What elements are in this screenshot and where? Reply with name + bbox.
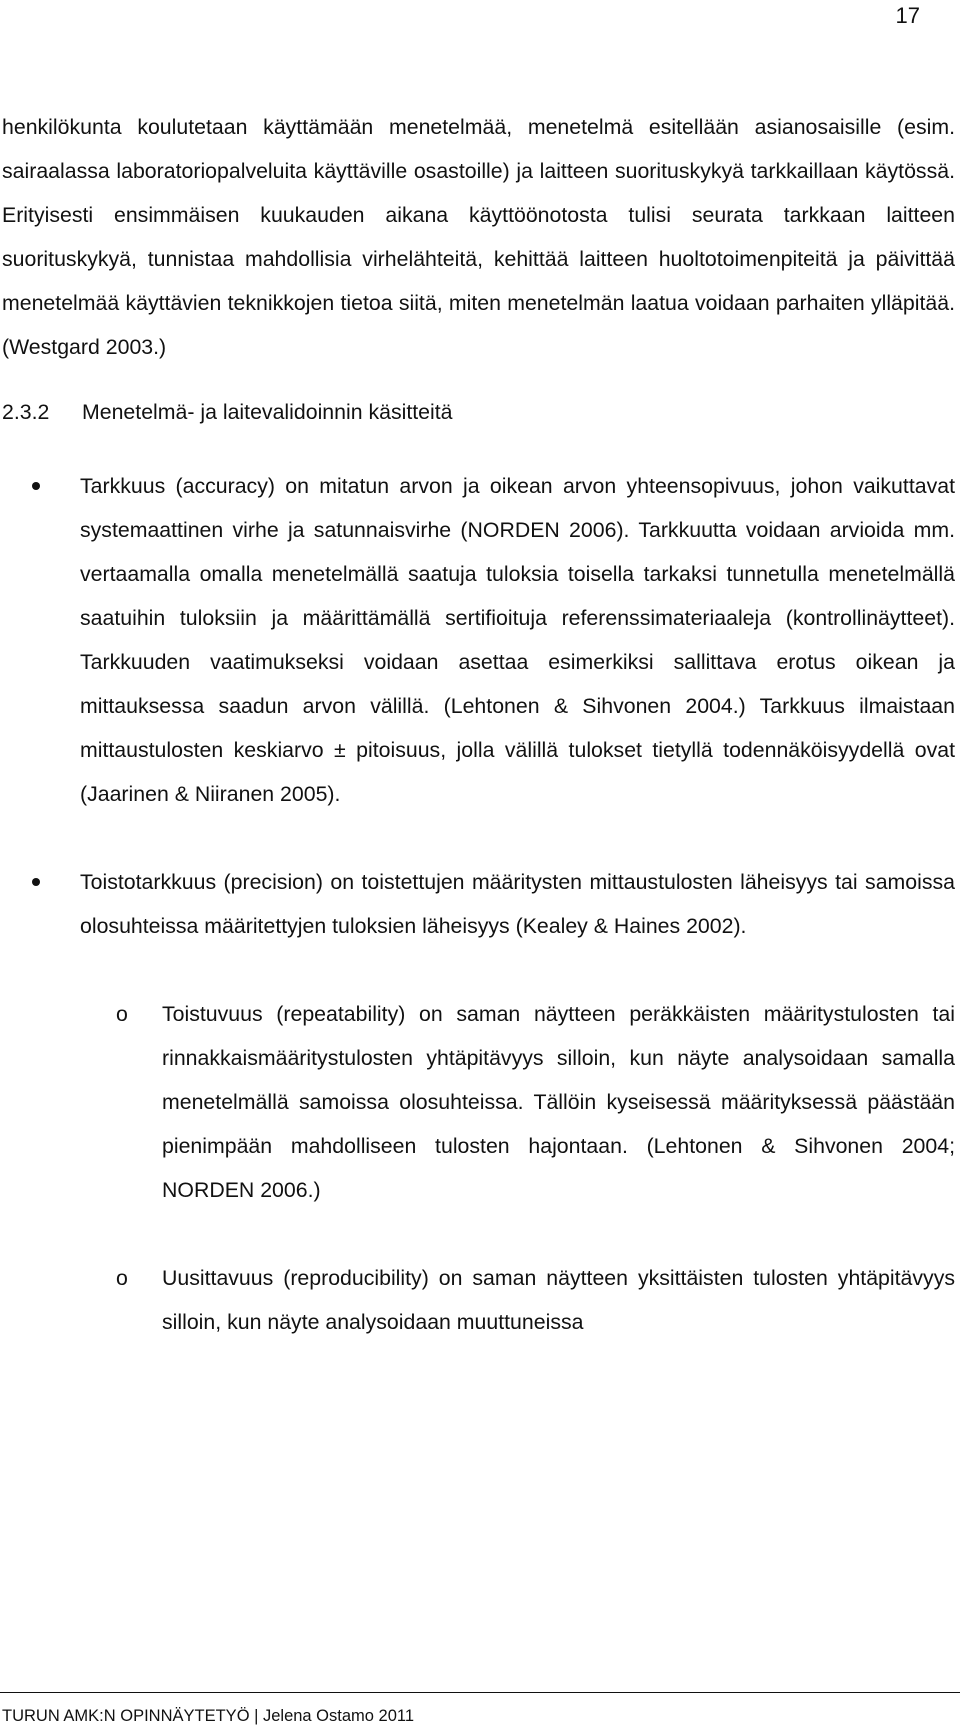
document-body [0,105,955,1344]
footer-text: TURUN AMK:N OPINNÄYTETYÖ | Jelena Ostamo 2011 [2,1707,415,1725]
bullet-text: Tarkkuus (accuracy) on mitatun arvon ja oikean arvon yhteensopivuus, johon vaikuttavat systemaattinen virhe ja satunnaisvirhe (NORDEN 2006). Tarkkuutta voidaan arvioida mm. vertaamalla omalla menetelmällä saatuja tuloksia toisella tarkaksi tunnetulla menetelmällä saatuihin tuloksiin ja määrittämällä sertifioituja referenssimateriaaleja (kontrollinäytteet). Tarkkuuden vaatimukseksi voidaan asettaa esimerkiksi sallittava erotus oikean ja mittauksessa saadun arvon välillä. (Lehtonen & Sihvonen 2004.) Tarkkuus ilmaistaan mittaustulosten keskiarvo ± pitoisuus, jolla välillä tulokset tietyllä todennäköisyydellä ovat (Jaarinen & Niiranen 2005). [80,474,955,806]
bullet-item-accuracy [0,464,955,816]
sub-item-repeatability [0,992,955,1212]
bullet-marker [32,464,40,508]
sub-item-reproducibility [0,1256,955,1344]
sub-item-text: Toistuvuus (repeatability) on saman näytteen peräkkäisten määritystulosten tai rinnakkaismääritystulosten yhtäpitävyys silloin, kun näyte analysoidaan samalla menetelmällä samoissa olosuhteissa. Tällöin kyseisessä määrityksessä päästään pienimpään mahdolliseen tulosten hajontaan. (Lehtonen & Sihvonen 2004; NORDEN 2006.) [162,1002,955,1202]
bullet-text: Toistotarkkuus (precision) on toistettujen määritysten mittaustulosten läheisyys tai samoissa olosuhteissa määritettyjen tuloksien läheisyys (Kealey & Haines 2002). [80,870,955,938]
page-footer [0,1692,960,1725]
intro-paragraph: henkilökunta koulutetaan käyttämään menetelmää, menetelmä esitellään asianosaisille (esim. sairaalassa laboratoriopalveluita käyttäville osastoille) ja laitteen suorituskykyä tarkkaillaan käytössä. Erityisesti ensimmäisen kuukauden aikana käyttöönotosta tulisi seurata tarkkaan laitteen suorituskykyä, tunnistaa mahdollisia virhelähteitä, kehittää laitteen huoltotoimenpiteitä ja päivittää menetelmää käyttävien teknikkojen tietoa siitä, miten menetelmän laatua voidaan parhaiten ylläpitää. (Westgard 2003.) [2,115,955,359]
section-number: 2.3.2 [2,400,50,424]
sub-item-text: Uusittavuus (reproducibility) on saman näytteen yksittäisten tulosten yhtäpitävyys silloin, kun näyte analysoidaan muuttuneissa [162,1266,955,1334]
sub-bullet-marker: o [116,1002,128,1026]
bullet-marker [32,860,40,904]
sub-bullet-marker: o [116,1266,128,1290]
bullet-item-precision [0,860,955,948]
section-heading [0,390,955,434]
section-title: Menetelmä- ja laitevalidoinnin käsitteitä [82,400,453,424]
page-number: 17 [895,3,920,28]
